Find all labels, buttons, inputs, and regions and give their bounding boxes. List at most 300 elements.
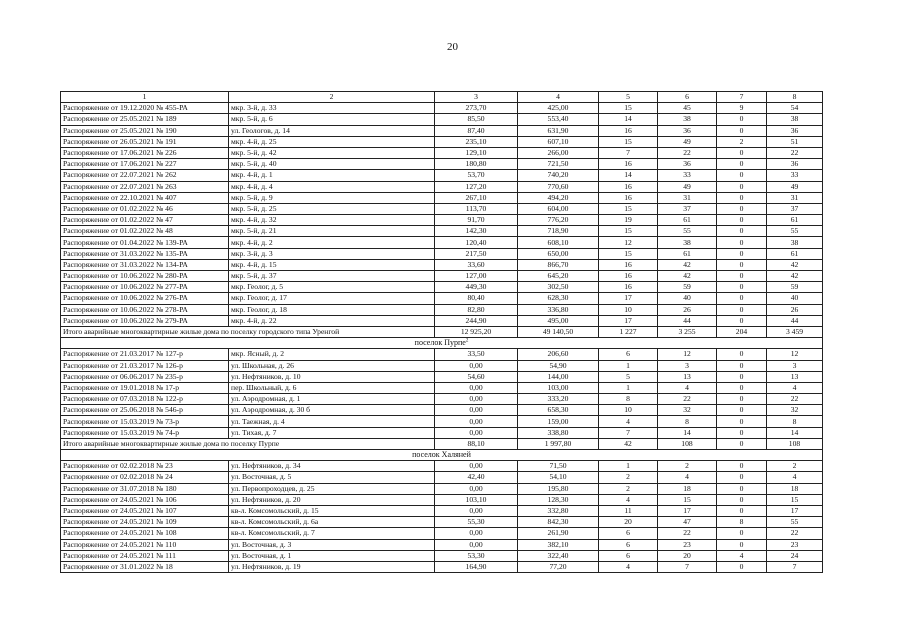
value-cell: 266,00 — [518, 147, 599, 158]
value-cell: 1 — [599, 382, 658, 393]
value-cell: 85,50 — [435, 114, 518, 125]
value-cell: 40 — [767, 293, 823, 304]
value-cell: 16 — [599, 259, 658, 270]
table-row — [61, 181, 823, 192]
value-cell: 7 — [599, 147, 658, 158]
value-cell: 17 — [599, 315, 658, 326]
value-cell: 8 — [658, 416, 717, 427]
value-cell: 91,70 — [435, 215, 518, 226]
total-value: 1 997,80 — [518, 438, 599, 449]
value-cell: 42 — [767, 259, 823, 270]
document-cell: Распоряжение от 17.06.2021 № 227 — [61, 159, 229, 170]
address-cell: ул. Нефтяников, д. 10 — [229, 371, 435, 382]
total-row — [61, 326, 823, 337]
address-cell: мкр. 3-й, д. 33 — [229, 103, 435, 114]
value-cell: 267,10 — [435, 192, 518, 203]
page-number: 20 — [447, 41, 458, 53]
address-cell: мкр. 5-й, д. 25 — [229, 203, 435, 214]
value-cell: 0 — [717, 125, 767, 136]
address-cell: ул. Аэродромная, д. 1 — [229, 394, 435, 405]
document-cell: Распоряжение от 19.12.2020 № 455-РА — [61, 103, 229, 114]
value-cell: 44 — [658, 315, 717, 326]
table-row — [61, 505, 823, 516]
address-cell: мкр. Геолог, д. 17 — [229, 293, 435, 304]
value-cell: 332,80 — [518, 505, 599, 516]
document-cell: Распоряжение от 21.03.2017 № 126-р — [61, 360, 229, 371]
value-cell: 6 — [599, 349, 658, 360]
value-cell: 54 — [767, 103, 823, 114]
value-cell: 61 — [658, 248, 717, 259]
value-cell: 302,50 — [518, 282, 599, 293]
value-cell: 54,60 — [435, 371, 518, 382]
value-cell: 0,00 — [435, 427, 518, 438]
value-cell: 103,00 — [518, 382, 599, 393]
address-cell: мкр. 4-й, д. 1 — [229, 170, 435, 181]
value-cell: 15 — [599, 203, 658, 214]
table-row — [61, 561, 823, 572]
header-cell: 5 — [599, 92, 658, 103]
value-cell: 18 — [658, 483, 717, 494]
value-cell: 0 — [717, 159, 767, 170]
document-cell: Распоряжение от 25.06.2018 № 546-р — [61, 405, 229, 416]
table-row — [61, 382, 823, 393]
total-row — [61, 438, 823, 449]
value-cell: 55 — [767, 517, 823, 528]
value-cell: 71,50 — [518, 461, 599, 472]
value-cell: 0 — [717, 394, 767, 405]
address-cell: мкр. 3-й, д. 3 — [229, 248, 435, 259]
address-cell: кв-л. Комсомольский, д. 7 — [229, 528, 435, 539]
value-cell: 0 — [717, 405, 767, 416]
value-cell: 16 — [599, 125, 658, 136]
value-cell: 0 — [717, 494, 767, 505]
document-cell: Распоряжение от 02.02.2018 № 23 — [61, 461, 229, 472]
address-cell: ул. Нефтяников, д. 19 — [229, 561, 435, 572]
value-cell: 333,20 — [518, 394, 599, 405]
address-cell: мкр. 4-й, д. 2 — [229, 237, 435, 248]
document-cell: Распоряжение от 02.02.2018 № 24 — [61, 472, 229, 483]
document-cell: Распоряжение от 24.05.2021 № 110 — [61, 539, 229, 550]
value-cell: 22 — [767, 528, 823, 539]
address-cell: мкр. 5-й, д. 42 — [229, 147, 435, 158]
table-row — [61, 371, 823, 382]
table-row — [61, 405, 823, 416]
table-row — [61, 226, 823, 237]
value-cell: 20 — [658, 550, 717, 561]
value-cell: 0 — [717, 360, 767, 371]
value-cell: 36 — [767, 125, 823, 136]
value-cell: 45 — [658, 103, 717, 114]
value-cell: 0,00 — [435, 539, 518, 550]
value-cell: 36 — [658, 125, 717, 136]
document-cell: Распоряжение от 22.07.2021 № 263 — [61, 181, 229, 192]
value-cell: 18 — [767, 483, 823, 494]
value-cell: 22 — [658, 528, 717, 539]
value-cell: 0,00 — [435, 528, 518, 539]
value-cell: 604,00 — [518, 203, 599, 214]
value-cell: 3 — [767, 360, 823, 371]
total-value: 204 — [717, 326, 767, 337]
document-cell: Распоряжение от 15.03.2019 № 74-р — [61, 427, 229, 438]
value-cell: 26 — [767, 304, 823, 315]
value-cell: 866,70 — [518, 259, 599, 270]
value-cell: 103,10 — [435, 494, 518, 505]
value-cell: 322,40 — [518, 550, 599, 561]
value-cell: 0 — [717, 528, 767, 539]
document-cell: Распоряжение от 10.06.2022 № 280-РА — [61, 271, 229, 282]
value-cell: 37 — [767, 203, 823, 214]
value-cell: 31 — [658, 192, 717, 203]
value-cell: 0,00 — [435, 360, 518, 371]
total-value: 108 — [658, 438, 717, 449]
total-value: 42 — [599, 438, 658, 449]
section-title-text: поселок Халяней — [412, 450, 471, 460]
value-cell: 15 — [599, 103, 658, 114]
value-cell: 38 — [767, 237, 823, 248]
value-cell: 631,90 — [518, 125, 599, 136]
value-cell: 0,00 — [435, 505, 518, 516]
value-cell: 61 — [658, 215, 717, 226]
value-cell: 15 — [599, 248, 658, 259]
address-cell: ул. Нефтяников, д. 34 — [229, 461, 435, 472]
value-cell: 142,30 — [435, 226, 518, 237]
value-cell: 33,60 — [435, 259, 518, 270]
table-row — [61, 237, 823, 248]
address-cell: пер. Школьный, д. 6 — [229, 382, 435, 393]
value-cell: 0 — [717, 226, 767, 237]
value-cell: 842,30 — [518, 517, 599, 528]
value-cell: 0 — [717, 237, 767, 248]
table-row — [61, 170, 823, 181]
value-cell: 645,20 — [518, 271, 599, 282]
value-cell: 608,10 — [518, 237, 599, 248]
header-cell: 2 — [229, 92, 435, 103]
document-cell: Распоряжение от 10.06.2022 № 277-РА — [61, 282, 229, 293]
value-cell: 4 — [599, 561, 658, 572]
value-cell: 22 — [767, 394, 823, 405]
value-cell: 740,20 — [518, 170, 599, 181]
value-cell: 80,40 — [435, 293, 518, 304]
value-cell: 77,20 — [518, 561, 599, 572]
value-cell: 54,90 — [518, 360, 599, 371]
document-cell: Распоряжение от 01.02.2022 № 47 — [61, 215, 229, 226]
value-cell: 15 — [599, 226, 658, 237]
document-cell: Распоряжение от 01.02.2022 № 46 — [61, 203, 229, 214]
value-cell: 0 — [717, 271, 767, 282]
document-cell: Распоряжение от 25.05.2021 № 189 — [61, 114, 229, 125]
value-cell: 0 — [717, 371, 767, 382]
value-cell: 17 — [658, 505, 717, 516]
value-cell: 61 — [767, 215, 823, 226]
value-cell: 4 — [599, 494, 658, 505]
table-row — [61, 259, 823, 270]
total-label: Итого аварийные многоквартирные жилые дома по поселку Пурпе — [61, 438, 435, 449]
value-cell: 127,00 — [435, 271, 518, 282]
value-cell: 37 — [658, 203, 717, 214]
value-cell: 0,00 — [435, 461, 518, 472]
address-cell: мкр. 4-й, д. 32 — [229, 215, 435, 226]
value-cell: 336,80 — [518, 304, 599, 315]
total-value: 0 — [717, 438, 767, 449]
document-cell: Распоряжение от 10.06.2022 № 278-РА — [61, 304, 229, 315]
document-cell: Распоряжение от 31.01.2022 № 18 — [61, 561, 229, 572]
value-cell: 42,40 — [435, 472, 518, 483]
section-title — [61, 338, 823, 349]
total-value: 49 140,50 — [518, 326, 599, 337]
value-cell: 26 — [658, 304, 717, 315]
table-row — [61, 248, 823, 259]
value-cell: 120,40 — [435, 237, 518, 248]
value-cell: 0 — [717, 461, 767, 472]
value-cell: 553,40 — [518, 114, 599, 125]
table-row — [61, 483, 823, 494]
value-cell: 0 — [717, 427, 767, 438]
value-cell: 32 — [767, 405, 823, 416]
value-cell: 44 — [767, 315, 823, 326]
table-row — [61, 528, 823, 539]
document-cell: Распоряжение от 10.06.2022 № 276-РА — [61, 293, 229, 304]
value-cell: 2 — [658, 461, 717, 472]
value-cell: 770,60 — [518, 181, 599, 192]
value-cell: 40 — [658, 293, 717, 304]
table-row — [61, 550, 823, 561]
value-cell: 42 — [767, 271, 823, 282]
value-cell: 4 — [599, 416, 658, 427]
document-cell: Распоряжение от 24.05.2021 № 111 — [61, 550, 229, 561]
document-cell: Распоряжение от 10.06.2022 № 279-РА — [61, 315, 229, 326]
value-cell: 159,00 — [518, 416, 599, 427]
value-cell: 61 — [767, 248, 823, 259]
section-title-row — [61, 338, 823, 349]
value-cell: 2 — [599, 472, 658, 483]
value-cell: 8 — [599, 394, 658, 405]
address-cell: ул. Восточная, д. 5 — [229, 472, 435, 483]
value-cell: 16 — [599, 271, 658, 282]
value-cell: 17 — [599, 293, 658, 304]
value-cell: 4 — [767, 382, 823, 393]
document-cell: Распоряжение от 31.03.2022 № 134-РА — [61, 259, 229, 270]
value-cell: 53,70 — [435, 170, 518, 181]
document-cell: Распоряжение от 01.02.2022 № 48 — [61, 226, 229, 237]
value-cell: 217,50 — [435, 248, 518, 259]
address-cell: мкр. 4-й, д. 4 — [229, 181, 435, 192]
document-cell: Распоряжение от 24.05.2021 № 106 — [61, 494, 229, 505]
value-cell: 128,30 — [518, 494, 599, 505]
footnote-mark: 2 — [465, 338, 469, 344]
document-cell: Распоряжение от 31.07.2018 № 180 — [61, 483, 229, 494]
document-cell: Распоряжение от 24.05.2021 № 107 — [61, 505, 229, 516]
value-cell: 0 — [717, 147, 767, 158]
value-cell: 0 — [717, 282, 767, 293]
value-cell: 53,30 — [435, 550, 518, 561]
total-value: 88,10 — [435, 438, 518, 449]
value-cell: 55 — [658, 226, 717, 237]
value-cell: 19 — [599, 215, 658, 226]
value-cell: 22 — [658, 394, 717, 405]
value-cell: 0 — [717, 505, 767, 516]
document-cell: Распоряжение от 24.05.2021 № 108 — [61, 528, 229, 539]
value-cell: 16 — [599, 159, 658, 170]
address-cell: мкр. 4-й, д. 22 — [229, 315, 435, 326]
value-cell: 31 — [767, 192, 823, 203]
total-value: 108 — [767, 438, 823, 449]
value-cell: 195,80 — [518, 483, 599, 494]
value-cell: 273,70 — [435, 103, 518, 114]
table-row — [61, 136, 823, 147]
document-cell: Распоряжение от 22.07.2021 № 262 — [61, 170, 229, 181]
address-cell: ул. Восточная, д. 3 — [229, 539, 435, 550]
value-cell: 0 — [717, 304, 767, 315]
address-cell: ул. Геологов, д. 14 — [229, 125, 435, 136]
value-cell: 8 — [767, 416, 823, 427]
header-cell: 3 — [435, 92, 518, 103]
value-cell: 22 — [767, 147, 823, 158]
value-cell: 0 — [717, 382, 767, 393]
value-cell: 7 — [599, 427, 658, 438]
table-row — [61, 416, 823, 427]
value-cell: 54,10 — [518, 472, 599, 483]
table-row — [61, 539, 823, 550]
address-cell: ул. Нефтяников, д. 20 — [229, 494, 435, 505]
address-cell: кв-л. Комсомольский, д. 15 — [229, 505, 435, 516]
value-cell: 33 — [767, 170, 823, 181]
document-cell: Распоряжение от 06.06.2017 № 235-р — [61, 371, 229, 382]
value-cell: 59 — [658, 282, 717, 293]
value-cell: 82,80 — [435, 304, 518, 315]
value-cell: 0 — [717, 349, 767, 360]
address-cell: ул. Школьная, д. 26 — [229, 360, 435, 371]
value-cell: 20 — [599, 517, 658, 528]
value-cell: 0 — [717, 472, 767, 483]
value-cell: 113,70 — [435, 203, 518, 214]
value-cell: 721,50 — [518, 159, 599, 170]
table-row — [61, 360, 823, 371]
value-cell: 0 — [717, 203, 767, 214]
value-cell: 0 — [717, 259, 767, 270]
address-cell: ул. Первопроходцев, д. 25 — [229, 483, 435, 494]
value-cell: 4 — [717, 550, 767, 561]
value-cell: 12 — [658, 349, 717, 360]
value-cell: 338,80 — [518, 427, 599, 438]
address-cell: ул. Восточная, д. 1 — [229, 550, 435, 561]
table-row — [61, 159, 823, 170]
section-title — [61, 450, 823, 461]
value-cell: 0,00 — [435, 394, 518, 405]
value-cell: 12 — [599, 237, 658, 248]
value-cell: 42 — [658, 259, 717, 270]
value-cell: 36 — [658, 159, 717, 170]
value-cell: 23 — [658, 539, 717, 550]
value-cell: 12 — [767, 349, 823, 360]
table-row — [61, 147, 823, 158]
value-cell: 36 — [767, 159, 823, 170]
value-cell: 0 — [717, 181, 767, 192]
value-cell: 6 — [599, 550, 658, 561]
table-row — [61, 271, 823, 282]
value-cell: 13 — [767, 371, 823, 382]
value-cell: 0,00 — [435, 382, 518, 393]
value-cell: 144,00 — [518, 371, 599, 382]
value-cell: 235,10 — [435, 136, 518, 147]
address-cell: ул. Тихая, д. 7 — [229, 427, 435, 438]
value-cell: 17 — [767, 505, 823, 516]
table-row — [61, 282, 823, 293]
table-row — [61, 472, 823, 483]
address-cell: мкр. Геолог, д. 18 — [229, 304, 435, 315]
value-cell: 49 — [658, 181, 717, 192]
value-cell: 495,00 — [518, 315, 599, 326]
value-cell: 127,20 — [435, 181, 518, 192]
total-label: Итого аварийные многоквартирные жилые дома по поселку городского типа Уренгой — [61, 326, 435, 337]
value-cell: 244,90 — [435, 315, 518, 326]
value-cell: 7 — [767, 561, 823, 572]
header-cell: 6 — [658, 92, 717, 103]
total-value: 3 255 — [658, 326, 717, 337]
document-cell: Распоряжение от 24.05.2021 № 109 — [61, 517, 229, 528]
value-cell: 7 — [658, 561, 717, 572]
value-cell: 776,20 — [518, 215, 599, 226]
document-cell: Распоряжение от 07.03.2018 № 122-р — [61, 394, 229, 405]
document-cell: Распоряжение от 21.03.2017 № 127-р — [61, 349, 229, 360]
value-cell: 0 — [717, 215, 767, 226]
value-cell: 47 — [658, 517, 717, 528]
value-cell: 11 — [599, 505, 658, 516]
value-cell: 180,80 — [435, 159, 518, 170]
value-cell: 0 — [717, 315, 767, 326]
value-cell: 4 — [658, 472, 717, 483]
header-cell: 4 — [518, 92, 599, 103]
value-cell: 10 — [599, 304, 658, 315]
value-cell: 449,30 — [435, 282, 518, 293]
header-cell: 8 — [767, 92, 823, 103]
value-cell: 1 — [599, 461, 658, 472]
value-cell: 9 — [717, 103, 767, 114]
value-cell: 14 — [767, 427, 823, 438]
value-cell: 0 — [717, 483, 767, 494]
value-cell: 16 — [599, 181, 658, 192]
value-cell: 0 — [717, 293, 767, 304]
document-cell: Распоряжение от 15.03.2019 № 73-р — [61, 416, 229, 427]
address-cell: мкр. 5-й, д. 21 — [229, 226, 435, 237]
total-value: 1 227 — [599, 326, 658, 337]
value-cell: 0,00 — [435, 416, 518, 427]
table-body — [61, 92, 823, 573]
table-row — [61, 203, 823, 214]
table-row — [61, 103, 823, 114]
document-cell: Распоряжение от 01.04.2022 № 139-РА — [61, 237, 229, 248]
value-cell: 24 — [767, 550, 823, 561]
address-cell: мкр. 4-й, д. 15 — [229, 259, 435, 270]
value-cell: 38 — [658, 114, 717, 125]
value-cell: 0 — [717, 561, 767, 572]
address-cell: мкр. 5-й, д. 40 — [229, 159, 435, 170]
value-cell: 164,90 — [435, 561, 518, 572]
value-cell: 718,90 — [518, 226, 599, 237]
value-cell: 5 — [599, 371, 658, 382]
value-cell: 38 — [767, 114, 823, 125]
value-cell: 607,10 — [518, 136, 599, 147]
value-cell: 49 — [767, 181, 823, 192]
address-cell: мкр. 4-й, д. 25 — [229, 136, 435, 147]
value-cell: 4 — [767, 472, 823, 483]
address-cell: мкр. Геолог, д. 5 — [229, 282, 435, 293]
value-cell: 494,20 — [518, 192, 599, 203]
value-cell: 206,60 — [518, 349, 599, 360]
value-cell: 0 — [717, 114, 767, 125]
value-cell: 628,30 — [518, 293, 599, 304]
value-cell: 0,00 — [435, 405, 518, 416]
value-cell: 261,90 — [518, 528, 599, 539]
